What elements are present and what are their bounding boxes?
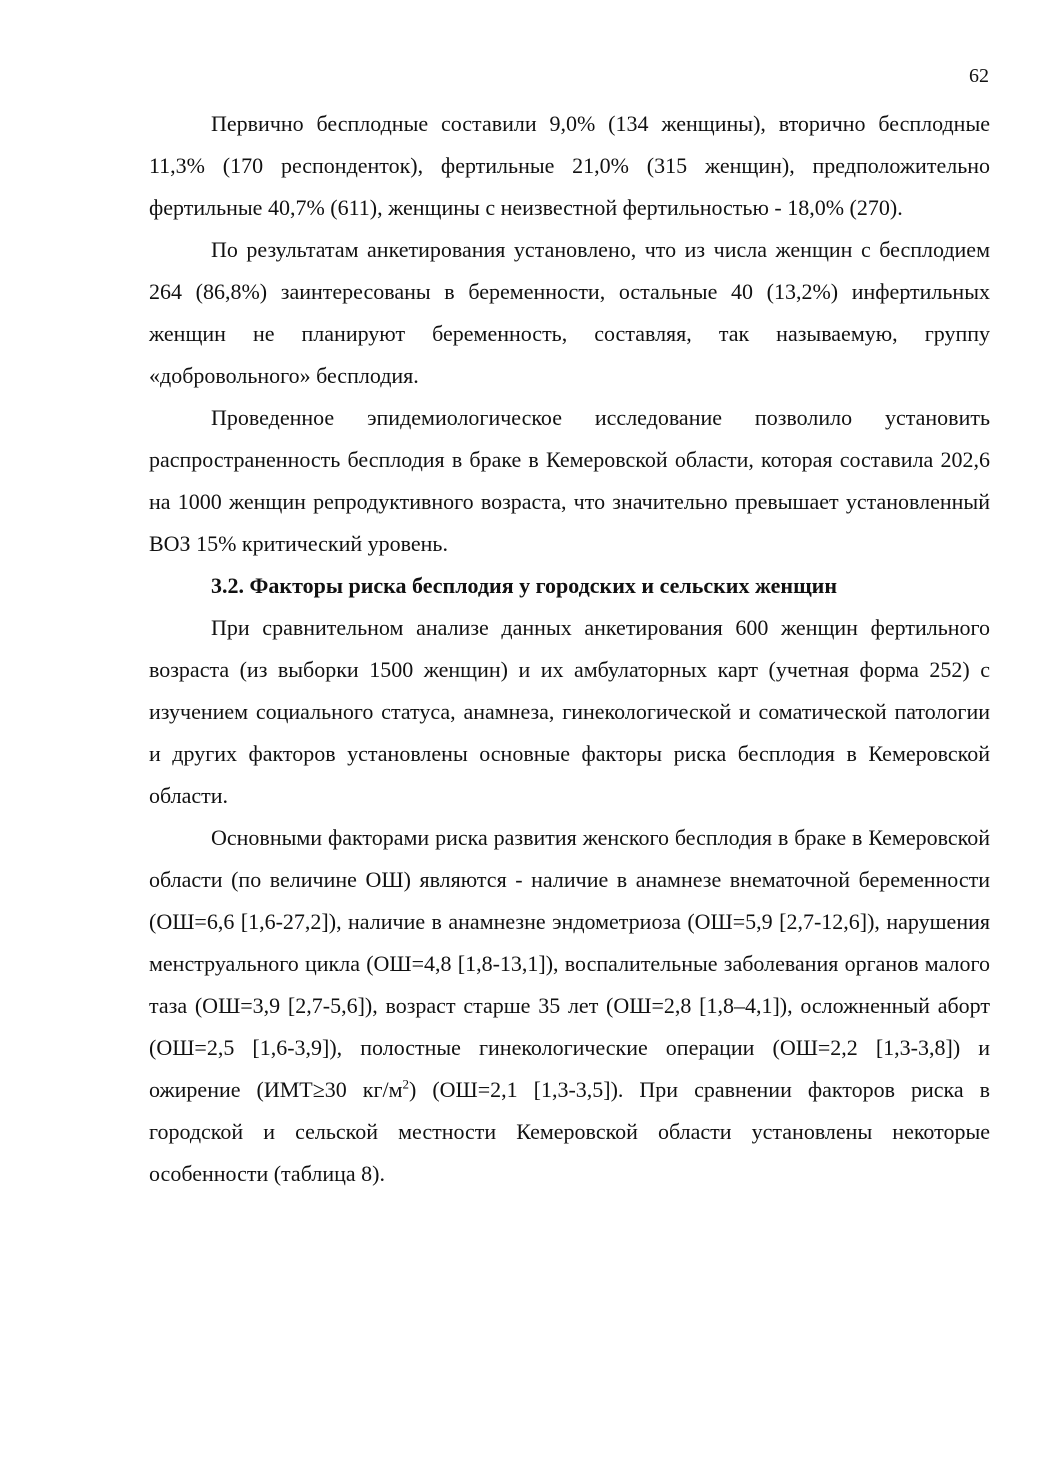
superscript-squared: 2	[402, 1076, 410, 1092]
paragraph-comparative-analysis: При сравнительном анализе данных анкетирования 600 женщин фертильного возраста (из выборки 1500 женщин) и их амбулаторных карт (учетная форма 252) с изучением социального статуса, анамнеза, гинекологической и соматической патологии и других факторов установлены основные факторы риска бесплодия в Кемеровской области.	[149, 615, 990, 808]
risk-factors-text-part2: ) (ОШ=2,1 [1,3-3,5]). При сравнении факторов риска в городской и сельской местности Кемеровской области установлены некоторые особенности (таблица 8).	[149, 1077, 990, 1186]
risk-factors-text-part1: Основными факторами риска развития женского бесплодия в браке в Кемеровской области (по величине ОШ) являются - наличие в анамнезе внематочной беременности (ОШ=6,6 [1,6-27,2]), наличие в анамнезне эндометриоза (ОШ=5,9 [2,7-12,6]), нарушения менструального цикла (ОШ=4,8 [1,8-13,1]), воспалительные заболевания органов малого таза (ОШ=3,9 [2,7-5,6]), возраст старше 35 лет (ОШ=2,8 [1,8–4,1]), осложненный аборт (ОШ=2,5 [1,6-3,9]), полостные гинекологические операции (ОШ=2,2 [1,3-3,8]) и ожирение (ИМТ≥30 кг/м	[149, 825, 990, 1102]
paragraph-survey-results: По результатам анкетирования установлено, что из числа женщин с бесплодием 264 (86,8%) заинтересованы в беременности, остальные 40 (13,2%) инфертильных женщин не планируют беременность, составляя, так называемую, группу «добровольного» бесплодия.	[149, 237, 990, 388]
page-number: 62	[969, 65, 989, 87]
section-heading: 3.2. Факторы риска бесплодия у городских и сельских женщин	[211, 573, 838, 598]
document-body	[149, 103, 990, 1195]
paragraph-infertility-shares: Первично бесплодные составили 9,0% (134 женщины), вторично бесплодные 11,3% (170 респонденток), фертильные 21,0% (315 женщин), предположительно фертильные 40,7% (611), женщины с неизвестной фертильностью - 18,0% (270).	[149, 111, 990, 220]
paragraph-prevalence: Проведенное эпидемиологическое исследование позволило установить распространенность бесплодия в браке в Кемеровской области, которая составила 202,6 на 1000 женщин репродуктивного возраста, что значительно превышает установленный ВОЗ 15% критический уровень.	[149, 405, 990, 556]
paragraph-risk-factors	[149, 817, 990, 1195]
